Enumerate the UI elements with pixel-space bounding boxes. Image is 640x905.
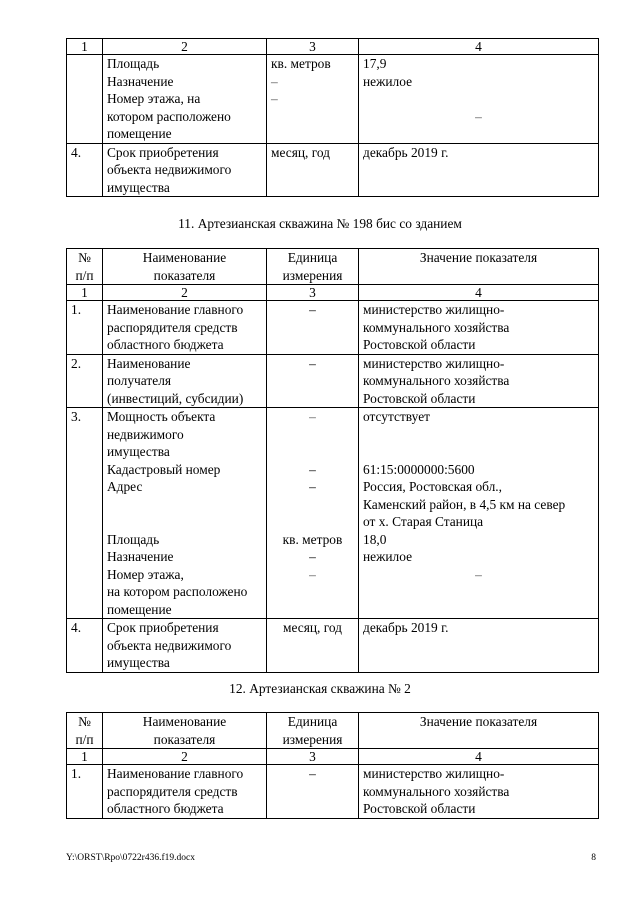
value: декабрь 2019 г. xyxy=(359,143,599,197)
header-no: № п/п xyxy=(67,713,103,749)
unit: месяц, год xyxy=(267,619,359,673)
column-number-row xyxy=(67,39,599,55)
unit: – xyxy=(267,354,359,408)
table-row xyxy=(67,354,599,408)
header-name: Наименование показателя xyxy=(103,713,267,749)
table-row xyxy=(67,408,599,619)
indicator-name: Площадь Назначение Номер этажа, на котором расположено помещение xyxy=(103,55,267,144)
table-row xyxy=(67,301,599,355)
table-section-11 xyxy=(66,248,599,673)
row-number xyxy=(67,55,103,144)
col-num-3: 3 xyxy=(267,749,359,765)
table-top xyxy=(66,38,599,197)
col-num-4: 4 xyxy=(359,285,599,301)
value: декабрь 2019 г. xyxy=(359,619,599,673)
col-num-3: 3 xyxy=(267,39,359,55)
indicator-name: Наименование главного распорядителя средств областного бюджета xyxy=(103,301,267,355)
table-row xyxy=(67,143,599,197)
header-value: Значение показателя xyxy=(359,249,599,285)
col-num-2: 2 xyxy=(103,39,267,55)
value: отсутствует 61:15:0000000:5600 Россия, Ростовская обл., Каменский район, в 4,5 км на север от х. Старая Станица 18,0 нежилое – xyxy=(359,408,599,619)
indicator-name: Мощность объекта недвижимого имущества Кадастровый номер Адрес Площадь Назначение Номер этажа, на котором расположено помещение xyxy=(103,408,267,619)
value: министерство жилищно- коммунального хозяйства Ростовской области xyxy=(359,301,599,355)
indicator-name: Наименование главного распорядителя средств областного бюджета xyxy=(103,765,267,819)
unit: месяц, год xyxy=(267,143,359,197)
row-number: 1. xyxy=(67,301,103,355)
row-number: 1. xyxy=(67,765,103,819)
col-num-1: 1 xyxy=(67,39,103,55)
header-no: № п/п xyxy=(67,249,103,285)
unit: – xyxy=(267,765,359,819)
footer-file-path: Y:\ORST\Rpo\0722r436.f19.docx xyxy=(66,853,195,863)
row-number: 3. xyxy=(67,408,103,619)
unit: – xyxy=(267,301,359,355)
value: министерство жилищно- коммунального хозяйства Ростовской области xyxy=(359,354,599,408)
header-name: Наименование показателя xyxy=(103,249,267,285)
header-unit: Единица измерения xyxy=(267,713,359,749)
col-num-4: 4 xyxy=(359,749,599,765)
section-title: 11. Артезианская скважина № 198 бис со зданием xyxy=(178,216,462,231)
col-num-1: 1 xyxy=(67,749,103,765)
unit: кв. метров – – xyxy=(267,55,359,144)
unit: – – – кв. метров – – xyxy=(267,408,359,619)
value: 17,9 нежилое – xyxy=(359,55,599,144)
section-title: 12. Артезианская скважина № 2 xyxy=(229,681,411,696)
col-num-4: 4 xyxy=(359,39,599,55)
value: министерство жилищно- коммунального хозяйства Ростовской области xyxy=(359,765,599,819)
row-number: 2. xyxy=(67,354,103,408)
header-unit: Единица измерения xyxy=(267,249,359,285)
table-row xyxy=(67,765,599,819)
indicator-name: Срок приобретения объекта недвижимого имущества xyxy=(103,143,267,197)
row-number: 4. xyxy=(67,619,103,673)
table-row xyxy=(67,55,599,144)
indicator-name: Наименование получателя (инвестиций, субсидии) xyxy=(103,354,267,408)
column-number-row xyxy=(67,285,599,301)
indicator-name: Срок приобретения объекта недвижимого имущества xyxy=(103,619,267,673)
col-num-3: 3 xyxy=(267,285,359,301)
header-row xyxy=(67,713,599,749)
table-row xyxy=(67,619,599,673)
col-num-2: 2 xyxy=(103,749,267,765)
col-num-1: 1 xyxy=(67,285,103,301)
header-row xyxy=(67,249,599,285)
row-number: 4. xyxy=(67,143,103,197)
table-section-12 xyxy=(66,712,599,819)
page-number: 8 xyxy=(591,853,596,863)
col-num-2: 2 xyxy=(103,285,267,301)
header-value: Значение показателя xyxy=(359,713,599,749)
column-number-row xyxy=(67,749,599,765)
